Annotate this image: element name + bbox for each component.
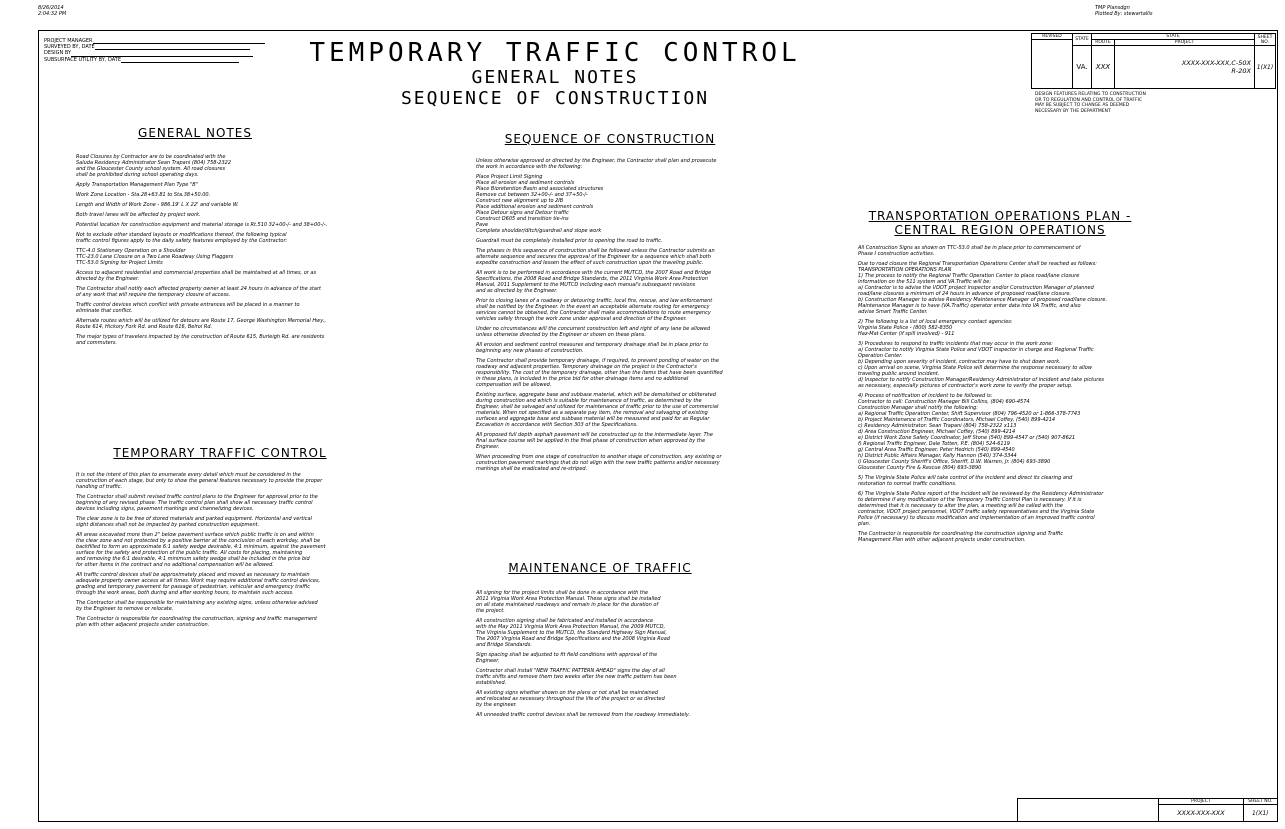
general-note: Not to exclude other standard layouts or modifications thereof, the following typical traffic control figures apply to the daily safety features employed by the Contractor: — [76, 232, 288, 244]
ttc-note: The Contractor shall submit revised traffic control plans to the Engineer for approval prior to the beginning of any revised phase. The traffic control plan shall show all necessary traffic control devices including signs, pavement markings and channelizing devices. — [76, 494, 318, 512]
ttc-notes-body — [76, 472, 471, 632]
general-note: Both travel lanes will be affected by project work. — [76, 212, 201, 218]
ttc-heading: TEMPORARY TRAFFIC CONTROL — [113, 446, 327, 460]
ttc-note: All traffic control devices shall be approximately placed and moved as necessary to maintain adequate property owner access at all times. Work may require additional traffic control devices, grading and temporary pavement for passage of pedestrian, vehicular and emergency traffic through the work areas, both during and after working hours, to maintain such access. — [76, 572, 321, 596]
general-note: Traffic control devices which conflict with private entrances will be placed in a manner to eliminate that conflict. — [76, 302, 300, 314]
bottom-sheet-label: SHEET NO. — [1243, 799, 1277, 805]
top-plan-heading — [855, 209, 1145, 237]
general-notes-body — [76, 154, 466, 350]
bottom-project-label: PROJECT — [1159, 799, 1243, 805]
sequence-note: Guardrail must be completely installed prior to opening the road to traffic. — [476, 238, 663, 244]
bottom-title-block — [1017, 798, 1278, 822]
maintenance-note: Contractor shall install "NEW TRAFFIC PATTERN AHEAD" signs the day of all traffic shifts and remove them two weeks after the new traffic pattern has been established. — [476, 668, 677, 686]
project-label: PROJECT — [1115, 40, 1255, 46]
maintenance-note: All construction signing shall be fabricated and installed in accordance with the May 2011 Virginia Work Area Protection Manual, the 2009 MUTCD, The Virginia Supplement to the MUTCD, the Standard Highway Sign Manual, The 2007 Virginia Road and Bridge Specifications and the 2008 Virginia Road and Bridge Standards. — [476, 618, 670, 648]
sequence-note: The phases in this sequence of construction shall be followed unless the Contractor submits an alternate sequence and secures the approval of the Engineer for a sequence which shall both expedite construction and lessen the effect of such construction upon the traveling public. — [476, 248, 715, 266]
top-plan-note: 4) Process of notification of incident to be followed is: Contractor to call: Construction Manager Bill Collins, (804) 690-4574 Construction Manager shall notify the following: a) Regional Traffic Operation Center, Shift Supervisor (804) 796-4520 or 1-866-378-7743 b) Project Maintenance of Traffic Coordinators, Michael Coffey, (540) 899-4214 c) Residency Administrator: Sean Trapani (804) 758-2322 x113 d) Area Construction Engineer, Michael Coffey, (540) 899-4214 e) District Work Zone Safety Coordinator, Jeff Stone (540) 899-4547 or (540) 907-8621 f) Regional Traffic Engineer, Dale Totten, P.E. (804) 524-6119 g) Central Area Traffic Engineer, Peter Hedrich (540) 899-4540 h) District Public Affairs Manager, Kelly Hannon (540) 374-3344 i) Gloucester County Sheriff's Office, Sheriff, D.W. Warren, Jr. (804) 693-3890 Gloucester County Fire & Rescue (804) 693-3890 — [858, 393, 1081, 471]
plot-user: TMP Plansdgn — [1095, 5, 1130, 11]
general-note: Access to adjacent residential and commercial properties shall be maintained at all times, or as directed by the Engineer. — [76, 270, 317, 282]
top-plan-note: Due to road closure the Regional Transportation Operations Center shall be reached as follows: TRANSPORTATION OPERATIONS PLAN 1) The process to notify the Regional Traffic Operation Center to place road/lane closure information on the 511 system and VA.Traffic will be: a) Contractor is to advise the VDOT project inspector and/or Construction Manager of planned road/lane closures a minimum of 24 hours in advance of proposed road/lane closure. b) Construction Manager to advise Residency Maintenance Manager of proposed road/lane closure. Maintenance Manager is to have (VA.Traffic) operator enter data into VA Traffic, and also advise Smart Traffic Center. — [858, 261, 1108, 315]
sequence-steps: Place Project Limit Signing Place all erosion and sediment controls Place Bioretention Basin and associated structures Remove cut between 32+00-/- and 37+50-/- Construct new alignment up to 2IB Place additional erosion and sediment controls Place Detour signs and Detour traffic Construct D605 and transition tie-ins Pave Complete shoulder/ditch/guardrail and slope work — [476, 174, 604, 234]
top-plan-note: All Construction Signs as shown on TTC-53.0 shall be in place prior to commencement of Phase I construction activities. — [858, 245, 1081, 257]
ttc-note: The clear zone is to be free of stored materials and parked equipment. Horizontal and vertical sight distances shall not be impacted by parked construction equipment. — [76, 516, 312, 528]
sequence-note: All erosion and sediment control measures and temporary drainage shall be in place prior to beginning any new phases of construction. — [476, 342, 709, 354]
plot-user-stamp — [1095, 5, 1153, 17]
top-plan-note: 2) The following is a list of local emergency contact agencies: Virginia State Police - (800) 582-8350 Haz-Mat Center (if spill involved) - 911 — [858, 319, 1013, 337]
maintenance-body — [476, 590, 866, 722]
header-field-surveyed-by: SURVEYED BY, DATE — [44, 44, 265, 50]
design-disclaimer: DESIGN FEATURES RELATING TO CONSTRUCTION OR TO REGULATION AND CONTROL OF TRAFFIC MAY BE SUBJECT TO CHANGE AS DEEMED NECESSARY BY THE DEPARTMENT — [1035, 92, 1146, 114]
sheet-value: 1(X1) — [1255, 46, 1276, 89]
maintenance-note: Sign spacing shall be adjusted to fit field conditions with approval of the Engineer. — [476, 652, 658, 664]
general-note: Potential location for construction equipment and material storage is Rt.510 32+00-/- and 38+00-/-. — [76, 222, 328, 228]
page-title: TEMPORARY TRAFFIC CONTROL — [309, 38, 801, 68]
sequence-note: All work is to be performed in accordance with the current MUTCD, the 2007 Road and Bridge Specifications, the 2008 Road and Bridge Standards, the 2011 Virginia Work Area Protection Manual, 2011 Supplement to the MUTCD including each manual's subsequent revisions and as directed by the Engineer. — [476, 270, 712, 294]
ttc-note: The Contractor shall be responsible for maintaining any existing signs, unless otherwise advised by the Engineer to remove or relocate. — [76, 600, 318, 612]
revised-label: REVISED — [1032, 34, 1073, 40]
header-fields — [44, 38, 265, 63]
maintenance-heading: MAINTENANCE OF TRAFFIC — [508, 561, 692, 575]
sequence-body — [476, 158, 871, 476]
title-general-notes: GENERAL NOTES — [471, 67, 639, 88]
plotted-by: Plotted By: stewartallis — [1095, 11, 1153, 17]
general-note: The major types of travelers impacted by the construction of Route 615, Burleigh Rd. are residents and commuters. — [76, 334, 325, 346]
sheet-no-label: SHEET NO. — [1255, 34, 1276, 46]
sequence-note: Under no circumstances will the concurrent construction left and right of any lane be allowed unless otherwise directed by the Engineer or shown on these plans. — [476, 326, 711, 338]
plot-date: 8/26/2014 — [38, 5, 64, 11]
general-note: TTC-4.0 Stationary Operation on a Shoulder TTC-23.0 Lane Closure on a Two Lane Roadway Using Flaggers TTC-53.0 Signing for Project Limits — [76, 248, 234, 266]
top-plan-note: The Contractor is responsible for coordinating the construction signing and Traffic Management Plan with other adjacent projects under construction. — [858, 531, 1064, 543]
route-value: XXX — [1092, 46, 1115, 89]
sequence-note: The Contractor shall provide temporary drainage, if required, to prevent ponding of water on the roadway and adjacent properties. Temporary drainage on the project is the Contractor's responsibility. The cost of the temporary drainage, other than the items that have been quantified in these plans, is included in the price bid for other drainage items and no additional compensation will be allowed. — [476, 358, 723, 388]
project-value: XXXX-XXX-XXX,C-50X R-20X — [1115, 46, 1255, 89]
top-plan-heading-line2: CENTRAL REGION OPERATIONS — [894, 223, 1106, 237]
general-note: Length and Width of Work Zone - 986.19' L X 22' and variable W. — [76, 202, 239, 208]
title-sequence: SEQUENCE OF CONSTRUCTION — [400, 88, 710, 109]
sequence-heading: SEQUENCE OF CONSTRUCTION — [504, 132, 716, 146]
header-field-project-manager: PROJECT MANAGER — [44, 38, 265, 44]
sequence-note: All proposed full depth asphalt pavement will be constructed up to the intermediate layer. The final surface course will be applied in the final phase of construction when approved by the Engineer. — [476, 432, 713, 450]
header-field-subsurface-utility: SUBSURFACE UTILITY BY, DATE — [44, 57, 265, 63]
ttc-note: The Contractor is responsible for coordinating the construction, signing and traffic management plan with other adjacent projects under construction. — [76, 616, 318, 628]
sequence-note: When proceeding from one stage of construction to another stage of construction, any existing or construction pavement markings that do not align with the new traffic patterns and/or necessary markings shall be eradicated and re-striped. — [476, 454, 722, 472]
top-plan-note: 6) The Virginia State Police report of the incident will be reviewed by the Residency Administrator to determine if any modification of the Temporary Traffic Control Plan is necessary. If it is determined that it is necessary to alter the plan, a meeting will be called with the contractor, VDOT project personnel, VDOT traffic safety representatives and the Virginia State Police (if necessary) to discuss modification and implementation of an improved traffic control plan. — [858, 491, 1104, 527]
state-header: STATE — [1092, 34, 1255, 40]
ttc-note: All areas excavated more than 2" below pavement surface which public traffic is on and within the clear zone and not protected by a positive barrier at the conclusion of each workday, shall be backfilled to form an approximate 6:1 safety wedge desirable, 4:1 minimum, against the pavement surface for the safety and protection of the public traffic. All costs for placing, maintaining and removing the 6:1 desirable, 4:1 minimum safety wedge shall be included in the price bid for other items in the contract and no additional compensation will be allowed. — [76, 532, 326, 568]
top-plan-note: 5) The Virginia State Police will take control of the incident and direct its clearing and restoration to normal traffic conditions. — [858, 475, 1073, 487]
maintenance-note: All existing signs whether shown on the plans or not shall be maintained and relocated as necessary throughout the life of the project or as directed by the engineer. — [476, 690, 665, 708]
general-note: Road Closures by Contractor are to be coordinated with the Saluda Residency Administrator Sean Trapani (804) 758-2322 and the Gloucester County school system. All road closures shall be prohibited during school operating days. — [76, 154, 231, 178]
route-label: ROUTE — [1092, 40, 1115, 46]
sequence-note: Unless otherwise approved or directed by the Engineer, the Contractor shall plan and prosecute the work in accordance with the following: — [476, 158, 717, 170]
header-field-design-by: DESIGN BY — [44, 50, 265, 56]
ttc-note: It is not the intent of this plan to enumerate every detail which must be considered in the construction of each stage, but only to show the general features necessary to provide the proper handling of traffic. — [76, 472, 323, 490]
bottom-sheet-value: 1(X1) — [1243, 805, 1277, 822]
general-note: The Contractor shall notify each affected property owner at least 24 hours in advance of the start of any work that will require the temporary closure of access. — [76, 286, 322, 298]
bottom-project-value: XXXX-XXX-XXX — [1159, 805, 1243, 822]
sequence-note: Existing surface, aggregate base and subbase material, which will be demolished or obliterated during construction and which is suitable for maintenance of traffic, as determined by the Engineer, shall be salvaged and utilized for maintenance of traffic prior to the use of commercial materials. When not specified as a separate pay item, the removal and salvaging of existing surfaces and aggregate base and subbase material will be measured and paid for as Regular Excavation in accordance with Section 303 of the Specifications. — [476, 392, 719, 428]
state-label: STATE — [1073, 34, 1092, 46]
general-notes-heading: GENERAL NOTES — [138, 126, 252, 140]
maintenance-note: All signing for the project limits shall be done in accordance with the 2011 Virginia Work Area Protection Manual. These signs shall be installed on all state maintained roadways and remain in place for the duration of the project. — [476, 590, 661, 614]
sequence-note: Prior to closing lanes of a roadway or detouring traffic, local fire, rescue, and law enforcement shall be notified by the Engineer. In the event an acceptable alternate routing for emergency services cannot be obtained, the Contractor shall make accommodations to route emergency vehicles safely through the work zone under approval and direction of the Engineer. — [476, 298, 713, 322]
state-value: VA. — [1073, 46, 1092, 89]
general-note: Work Zone Location - Sta.28+63.81 to Sta.38+50.00. — [76, 192, 211, 198]
top-plan-note: 3) Procedures to respond to traffic incidents that may occur in the work zone: a) Contractor to notify Virginia State Police and VDOT inspector in charge and Regional Traffic Operation Center. b) Depending upon severity of incident, contractor may have to shut down work. c) Upon arrival on scene, Virginia State Police will determine the response necessary to allow traveling public around incident. d) Inspector to notify Construction Manager/Residency Administrator of incident and take pictures as necessary, especially pictures of contractor's work zone to verify the proper setup. — [858, 341, 1105, 389]
general-note: Apply Transportation Management Plan Type "B" — [76, 182, 198, 188]
general-note: Alternate routes which will be utilized for detours are Route 17, George Washington Memorial Hwy., Route 614, Hickory Fork Rd. and Route 616, Belroi Rd. — [76, 318, 327, 330]
title-block — [1031, 33, 1276, 89]
plot-time: 2:04:32 PM — [38, 11, 67, 17]
maintenance-note: All unneeded traffic control devices shall be removed from the roadway immediately. — [476, 712, 691, 718]
top-plan-body — [858, 245, 1268, 547]
top-plan-heading-line1: TRANSPORTATION OPERATIONS PLAN - — [868, 209, 1132, 223]
plot-date-stamp — [38, 5, 66, 17]
